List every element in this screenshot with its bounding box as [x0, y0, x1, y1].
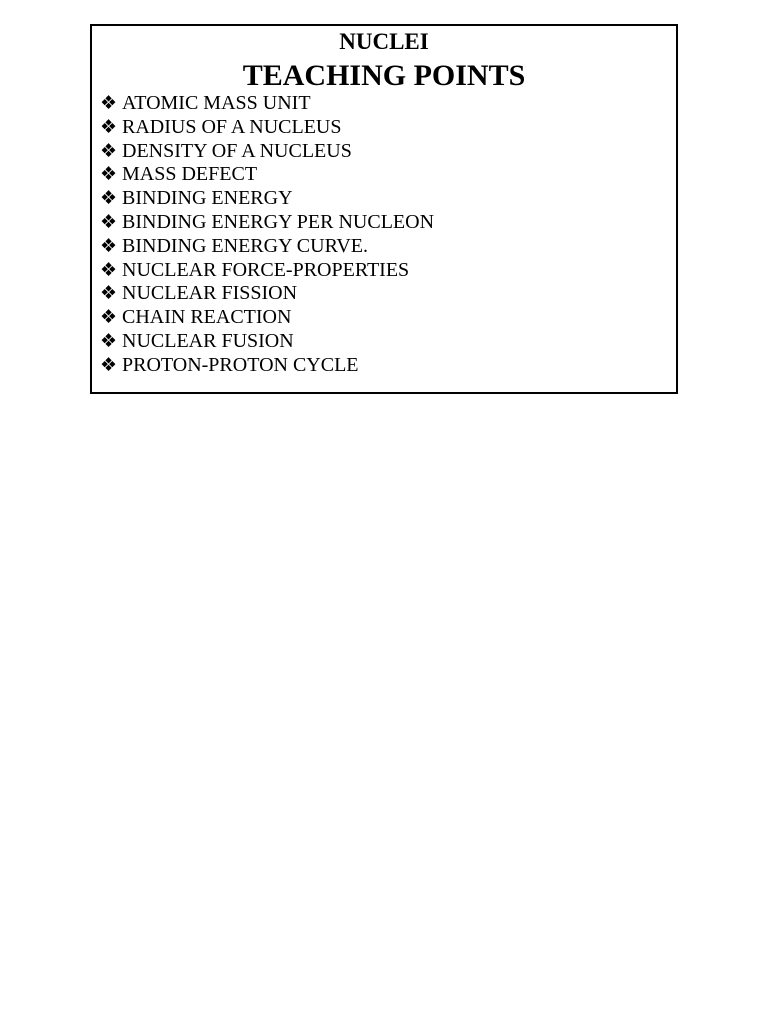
diamond-bullet-icon: ❖ — [100, 210, 118, 233]
diamond-bullet-icon: ❖ — [100, 187, 118, 210]
list-item — [100, 163, 434, 187]
list-item-label: PROTON-PROTON CYCLE — [122, 353, 359, 376]
list-item — [100, 282, 434, 306]
diamond-bullet-icon: ❖ — [100, 282, 118, 305]
list-item-label: RADIUS OF A NUCLEUS — [122, 115, 342, 138]
list-item-label: NUCLEAR FUSION — [122, 329, 294, 352]
diamond-bullet-icon: ❖ — [100, 306, 118, 329]
diamond-bullet-icon: ❖ — [100, 234, 118, 257]
diamond-bullet-icon: ❖ — [100, 92, 118, 114]
list-item-label: MASS DEFECT — [122, 163, 258, 186]
list-item — [100, 354, 434, 378]
list-item — [100, 306, 434, 330]
diamond-bullet-icon: ❖ — [100, 163, 118, 186]
list-item-label: BINDING ENERGY CURVE. — [122, 234, 368, 257]
diamond-bullet-icon: ❖ — [100, 258, 118, 281]
teaching-points-list — [100, 92, 434, 378]
list-item-label: NUCLEAR FISSION — [122, 282, 298, 305]
list-item-label: BINDING ENERGY — [122, 187, 293, 210]
diamond-bullet-icon: ❖ — [100, 139, 118, 162]
list-item-label: CHAIN REACTION — [122, 306, 292, 329]
list-item — [100, 235, 434, 259]
diamond-bullet-icon: ❖ — [100, 329, 118, 352]
diamond-bullet-icon: ❖ — [100, 115, 118, 138]
list-item — [100, 116, 434, 140]
list-item-label: BINDING ENERGY PER NUCLEON — [122, 210, 435, 233]
list-item-label: DENSITY OF A NUCLEUS — [122, 139, 352, 162]
list-item — [100, 92, 434, 116]
diamond-bullet-icon: ❖ — [100, 353, 118, 376]
page-heading: TEACHING POINTS — [242, 59, 526, 92]
subject-title: NUCLEI — [339, 29, 429, 54]
list-item-label: ATOMIC MASS UNIT — [122, 92, 311, 114]
list-item — [100, 211, 434, 235]
list-item — [100, 187, 434, 211]
list-item-label: NUCLEAR FORCE-PROPERTIES — [122, 258, 410, 281]
teaching-points-box — [90, 24, 678, 394]
list-item — [100, 259, 434, 283]
list-item — [100, 330, 434, 354]
list-item — [100, 140, 434, 164]
